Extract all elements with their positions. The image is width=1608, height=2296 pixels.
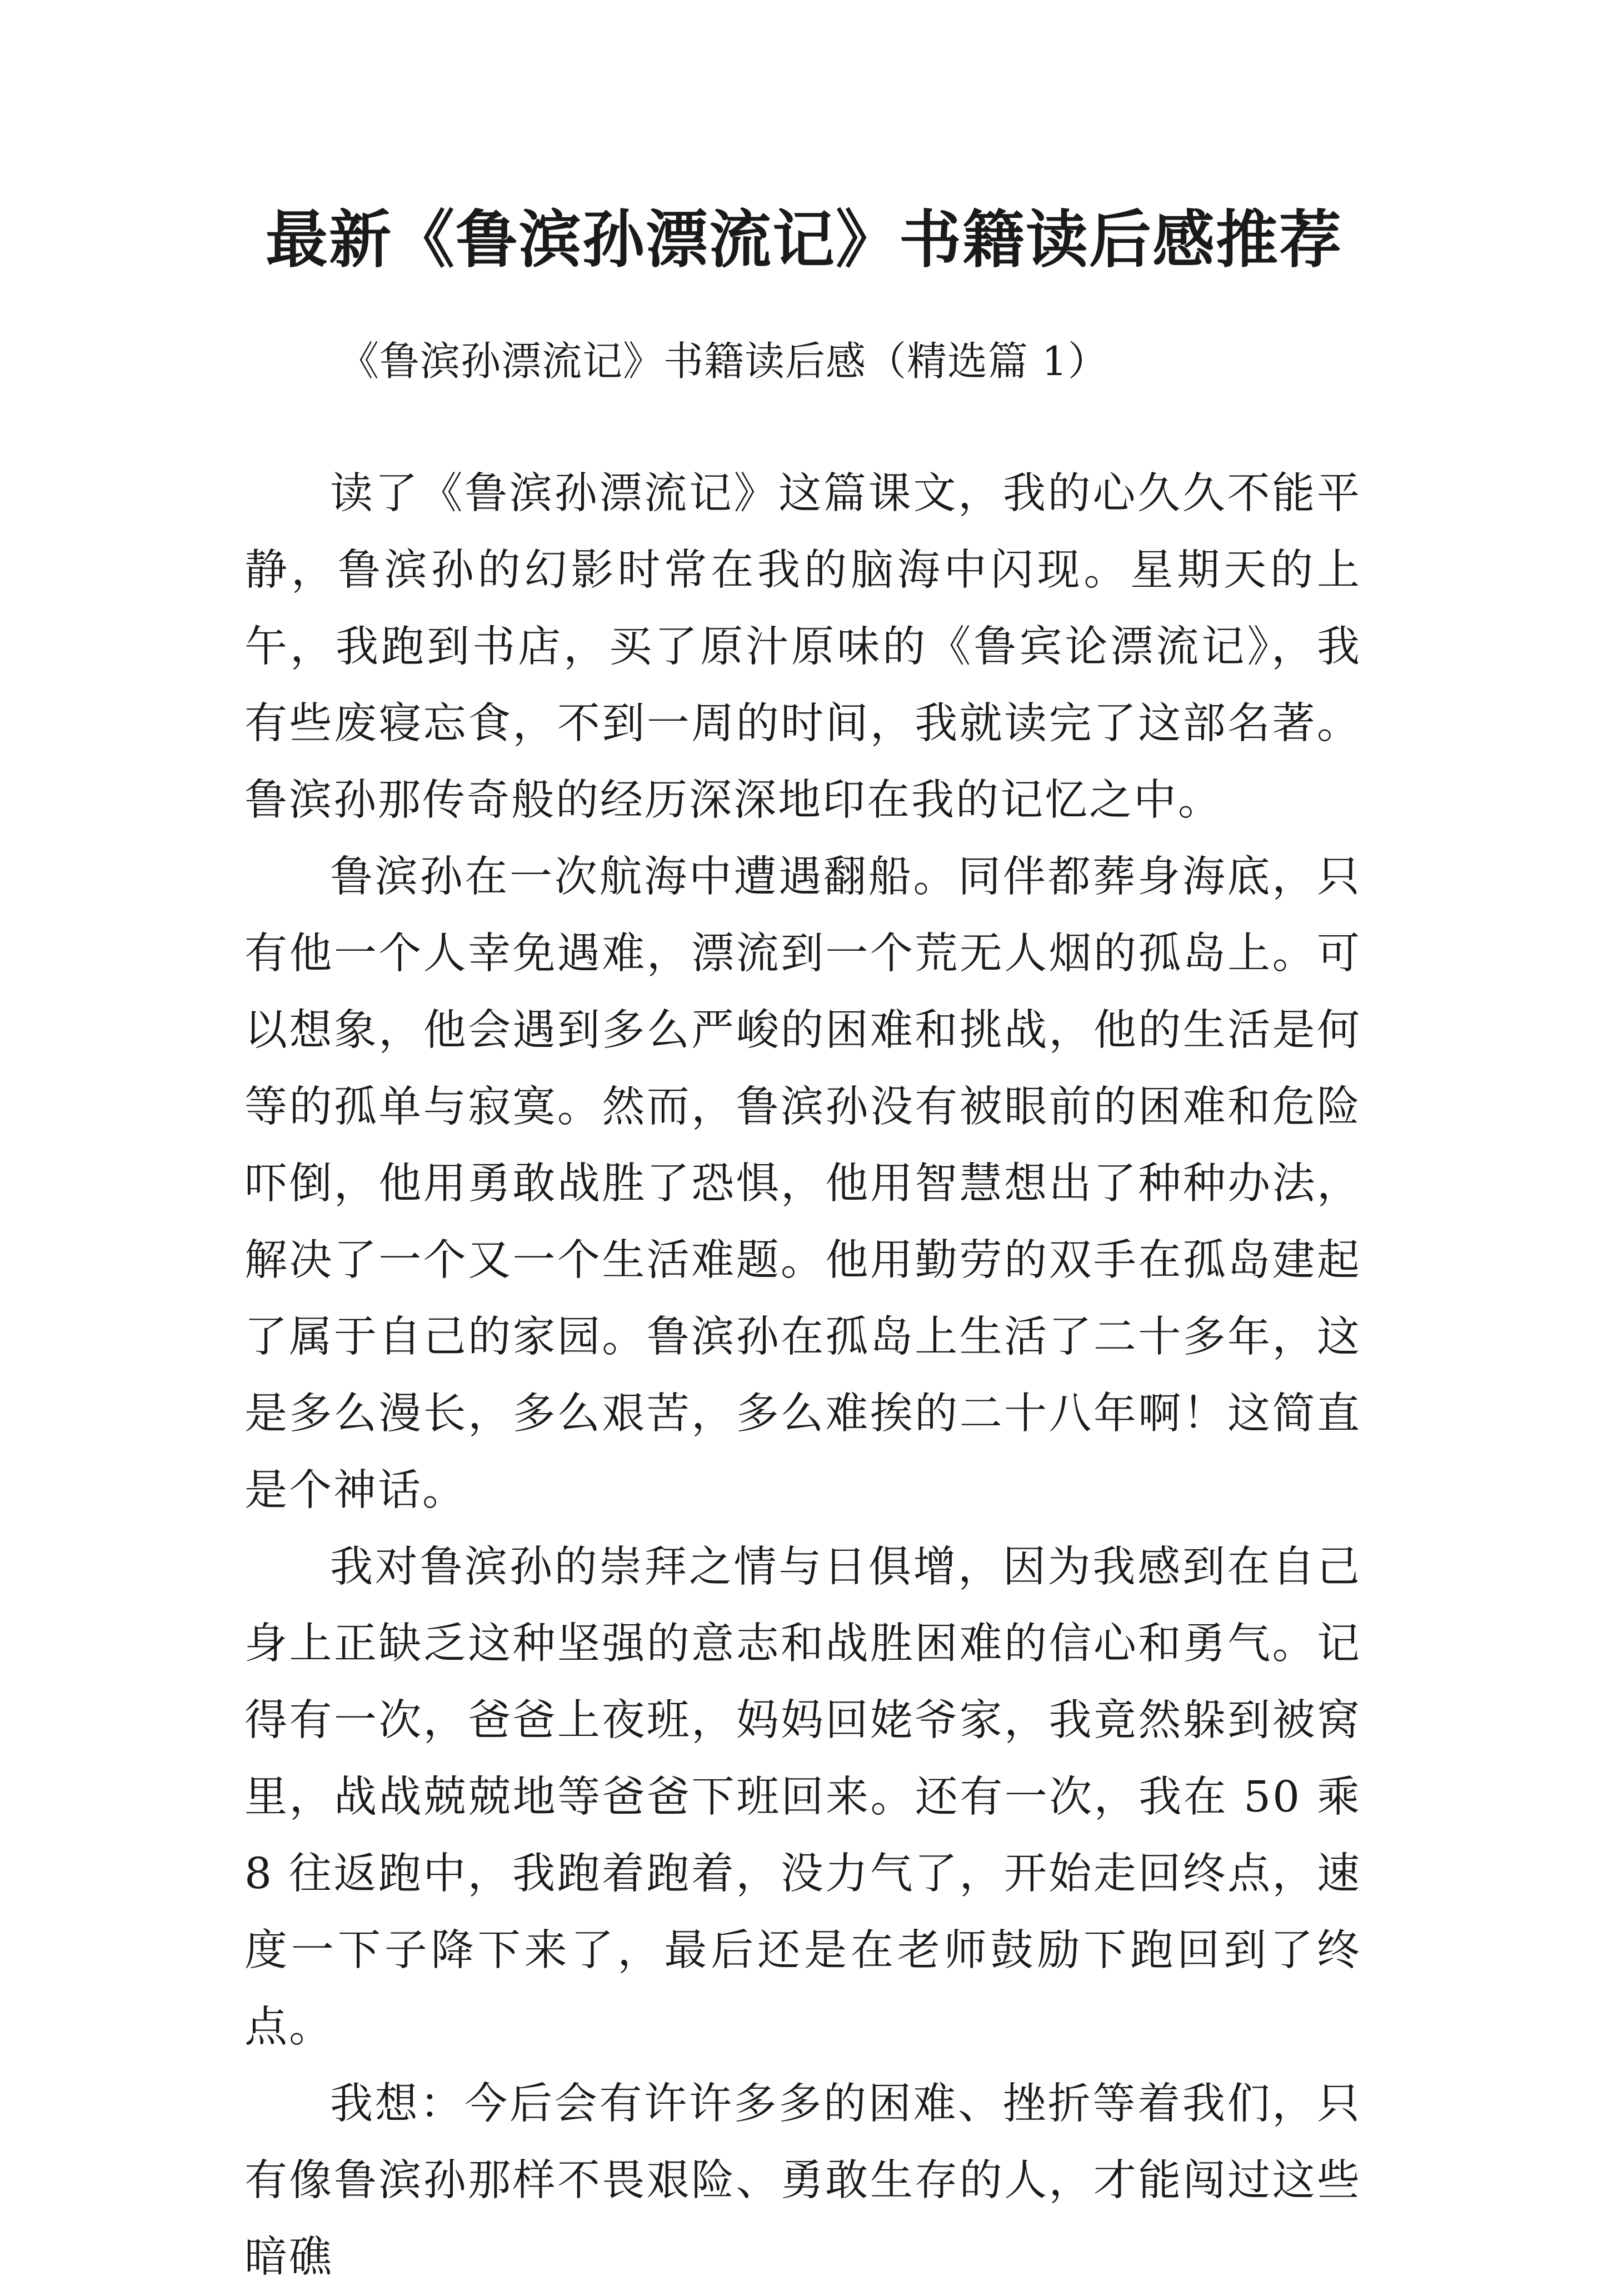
document-body xyxy=(244,456,1361,2296)
paragraph-3: 我对鲁滨孙的崇拜之情与日俱增，因为我感到在自己身上正缺乏这种坚强的意志和战胜困难的信心和勇气。记得有一次，爸爸上夜班，妈妈回姥爷家，我竟然躲到被窝里，战战兢兢地等爸爸下班回来。还有一次，我在 50 乘 8 往返跑中，我跑着跑着，没力气了，开始走回终点，速度一下子降下来了，最后还是在老师鼓励下跑回到了终点。 xyxy=(244,1543,1361,2052)
paragraph-1: 读了《鲁滨孙漂流记》这篇课文，我的心久久不能平静，鲁滨孙的幻影时常在我的脑海中闪现。星期天的上午，我跑到书店，买了原汁原味的《鲁宾论漂流记》，我有些废寝忘食，不到一周的时间，我就读完了这部名著。鲁滨孙那传奇般的经历深深地印在我的记忆之中。 xyxy=(244,469,1361,825)
section-heading: 《鲁滨孙漂流记》书籍读后感（精选篇 1） xyxy=(339,338,1108,385)
paragraph-2: 鲁滨孙在一次航海中遭遇翻船。同伴都葬身海底，只有他一个人幸免遇难，漂流到一个荒无人烟的孤岛上。可以想象，他会遇到多么严峻的困难和挑战，他的生活是何等的孤单与寂寞。然而，鲁滨孙没有被眼前的困难和危险吓倒，他用勇敢战胜了恐惧，他用智慧想出了种种办法，解决了一个又一个生活难题。他用勤劳的双手在孤岛建起了属于自己的家园。鲁滨孙在孤岛上生活了二十多年，这是多么漫长，多么艰苦，多么难挨的二十八年啊！这简直是个神话。 xyxy=(244,852,1361,1515)
document-title: 最新《鲁滨孙漂流记》书籍读后感推荐 xyxy=(266,203,1342,276)
paragraph-4: 我想：今后会有许许多多的困难、挫折等着我们，只有像鲁滨孙那样不畏艰险、勇敢生存的人，才能闯过这些暗礁 xyxy=(244,2079,1361,2282)
